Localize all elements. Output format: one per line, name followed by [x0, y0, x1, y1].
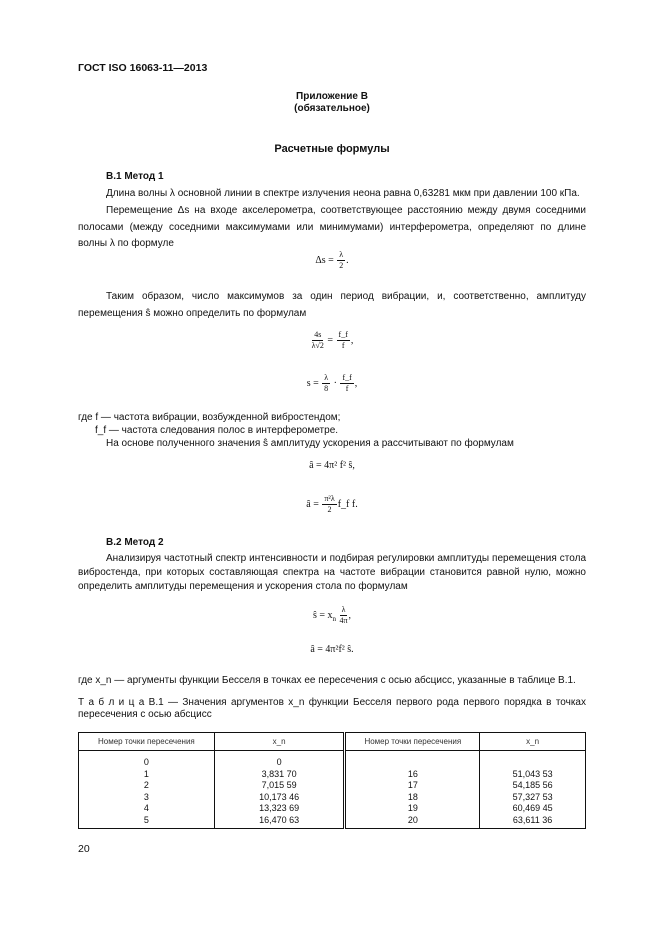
- table-row: [79, 792, 586, 804]
- table-cell: 16: [345, 769, 480, 781]
- col-header: x_n: [480, 733, 586, 751]
- formula-s-bessel: ŝ = $x_n$ $\frac{\lambda}{4\pi}$ ,: [312, 605, 352, 625]
- col-header: Номер точки пересечения: [79, 733, 215, 751]
- b1-paragraph-1: Длина волны λ основной линии в спектре излучения неона равна 0,63281 мкм при давлении 100 кПа.: [106, 188, 580, 199]
- table-cell: 5: [79, 815, 215, 829]
- where-ff: f_f — частота следования полос в интерферометре.: [95, 425, 339, 436]
- table-cell: 63,611 36: [480, 815, 586, 829]
- document-header: ГОСТ ISO 16063-11—2013: [78, 62, 208, 74]
- b1-paragraph-3: Таким образом, число максимумов за один период вибрации, и, соответственно, амплитуду перемещения ŝ можно определить по формулам: [78, 291, 586, 319]
- table-cell: 0: [79, 751, 215, 769]
- table-cell: 16,470 63: [214, 815, 345, 829]
- table-cell: 7,015 59: [214, 780, 345, 792]
- table-cell: 13,323 69: [214, 803, 345, 815]
- b2-heading: В.2 Метод 2: [106, 537, 164, 548]
- formula-acceleration-1: â = 4π² f² ŝ,: [309, 460, 355, 471]
- table-cell: 17: [345, 780, 480, 792]
- where-xn: где x_n — аргументы функции Бесселя в точках ее пересечения с осью абсцисс, указанные в таблице В.1.: [78, 675, 576, 686]
- b2-paragraph-1: Анализируя частотный спектр интенсивности и подбирая регулировки амплитуды перемещения стола вибростенда, при которых составляющая спектра на частоте вибрации становится равной нулю, можно определить амплитуды перемещения и ускорения стола по формулам: [78, 553, 586, 592]
- appendix-subtitle: (обязательное): [294, 103, 370, 114]
- table-row: [79, 769, 586, 781]
- formula-delta-s: Δs = $\frac{\lambda}{2}$ .: [315, 250, 349, 270]
- table-header-row: [79, 733, 586, 751]
- b1-paragraph-4: На основе полученного значения ŝ амплитуду ускорения a рассчитывают по формулам: [106, 438, 514, 449]
- table-row: [79, 780, 586, 792]
- table-caption: Т а б л и ц а В.1 — Значения аргументов x_n функции Бесселя первого рода первого порядка в точках пересечения с осью абсцисс: [78, 697, 586, 720]
- table-row: [79, 815, 586, 829]
- table-cell: 10,173 46: [214, 792, 345, 804]
- table-cell: 54,185 56: [480, 780, 586, 792]
- formula-acceleration-2: â = $\frac{\text{π²λ}}{2}$ f_f f.: [306, 494, 358, 514]
- table-cell: 1: [79, 769, 215, 781]
- table-cell: [345, 751, 480, 769]
- section-title: Расчетные формулы: [274, 143, 390, 155]
- table-cell: 4: [79, 803, 215, 815]
- formula-a-bessel: â = 4π²f² ŝ.: [310, 644, 354, 655]
- formula-fringe-ratio: $\frac{4s}{\lambda√2}$ = $\frac{f\_f}{f}$ ,: [311, 330, 354, 350]
- col-header: x_n: [214, 733, 345, 751]
- appendix-title: Приложение В: [296, 91, 368, 102]
- table-row: [79, 803, 586, 815]
- page-number: 20: [78, 843, 90, 855]
- table-cell: 20: [345, 815, 480, 829]
- bessel-table: [78, 732, 586, 829]
- where-f: где f — частота вибрации, возбужденной вибростендом;: [78, 412, 341, 423]
- col-header: Номер точки пересечения: [345, 733, 480, 751]
- formula-displacement: s = $\frac{\lambda}{8}$ · $\frac{f\_f}{f}$ ,: [306, 373, 358, 393]
- table-cell: 3,831 70: [214, 769, 345, 781]
- table-cell: 18: [345, 792, 480, 804]
- table-cell: 3: [79, 792, 215, 804]
- b1-paragraph-2: Перемещение Δs на входе акселерометра, соответствующее расстоянию между двумя соседними полосами (между соседними максимумами или минимумами) интерферометра, определяют по длине волны λ по формуле: [78, 205, 586, 249]
- table-cell: 60,469 45: [480, 803, 586, 815]
- table-cell: 51,043 53: [480, 769, 586, 781]
- table-cell: 57,327 53: [480, 792, 586, 804]
- table-cell: 19: [345, 803, 480, 815]
- table-cell: 2: [79, 780, 215, 792]
- b1-heading: В.1 Метод 1: [106, 171, 164, 182]
- table-row: [79, 751, 586, 769]
- table-cell: [480, 751, 586, 769]
- table-cell: 0: [214, 751, 345, 769]
